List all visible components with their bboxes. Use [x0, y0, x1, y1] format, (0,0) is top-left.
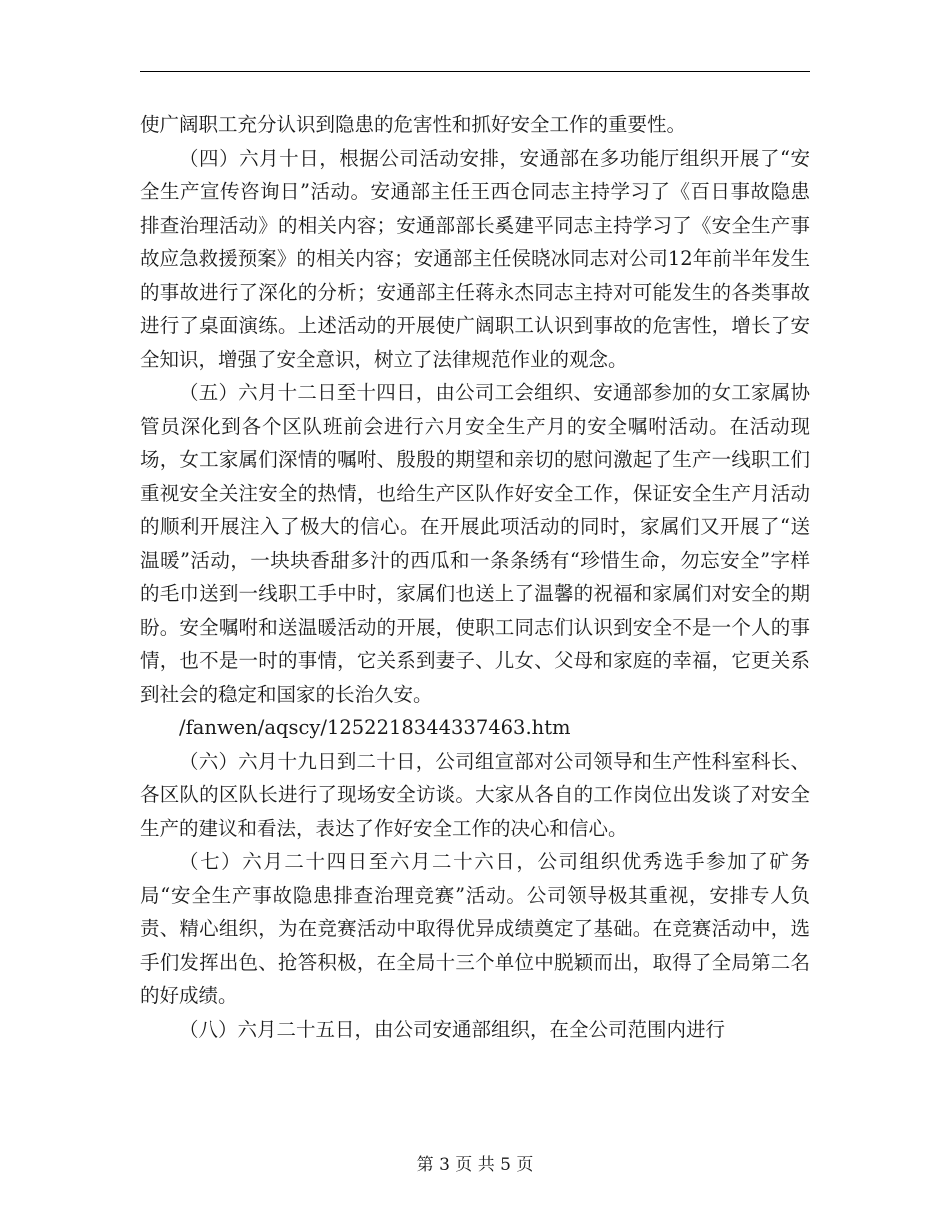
paragraph-section-4: （四）六月十日，根据公司活动安排，安通部在多功能厅组织开展了“安全生产宣传咨询日”活动。安通部主任王西仓同志主持学习了《百日事故隐患排查治理活动》的相关内容；安通部部长奚建平同志主持学习了《安全生产事故应急救援预案》的相关内容；安通部主任侯晓冰同志对公司12年前半年发生的事故进行了深化的分析；安通部主任蒋永杰同志主持对可能发生的各类事故进行了桌面演练。上述活动的开展使广阔职工认识到事故的危害性，增长了安全知识，增强了安全意识，树立了法律规范作业的观念。 — [140, 146, 810, 371]
paragraph-section-7: （七）六月二十四日至六月二十六日，公司组织优秀选手参加了矿务局“安全生产事故隐患排查治理竞赛”活动。公司领导极其重视，安排专人负责、精心组织，为在竞赛活动中取得优异成绩奠定了基础。在竞赛活动中，选手们发挥出色、抢答积极，在全局十三个单位中脱颖而出，取得了全局第二名的好成绩。 — [140, 850, 810, 1007]
header-rule — [140, 71, 810, 72]
paragraph-continuation: 使广阔职工充分认识到隐患的危害性和抓好安全工作的重要性。 — [140, 113, 687, 136]
paragraph-section-8: （八）六月二十五日，由公司安通部组织，在全公司范围内进行 — [179, 1017, 726, 1041]
paragraph-section-6: （六）六月十九日到二十日，公司组宣部对公司领导和生产性科室科长、各区队的区队长进行了现场安全访谈。大家从各自的工作岗位出发谈了对安全生产的建议和看法，表达了作好安全工作的决心和信心。 — [140, 749, 810, 840]
paragraph-section-5: （五）六月十二日至十四日，由公司工会组织、安通部参加的女工家属协管员深化到各个区队班前会进行六月安全生产月的安全嘱咐活动。在活动现场，女工家属们深情的嘱咐、殷殷的期望和亲切的慰问激起了生产一线职工们重视安全关注安全的热情，也给生产区队作好安全工作，保证安全生产月活动的顺利开展注入了极大的信心。在开展此项活动的同时，家属们又开展了“送温暖”活动，一块块香甜多汁的西瓜和一条条绣有“珍惜生命，勿忘安全”字样的毛巾送到一线职工手中时，家属们也送上了温馨的祝福和家属们对安全的期盼。安全嘱咐和送温暖活动的开展，使职工同志们认识到安全不是一个人的事情，也不是一时的事情，它关系到妻子、儿女、父母和家庭的幸福，它更关系到社会的稳定和国家的长治久安。 — [140, 381, 810, 706]
paragraph-url: /fanwen/aqscy/1252218344337463.htm — [179, 716, 571, 739]
document-body — [140, 108, 810, 1046]
page-number-footer: 第 3 页 共 5 页 — [416, 1155, 534, 1175]
